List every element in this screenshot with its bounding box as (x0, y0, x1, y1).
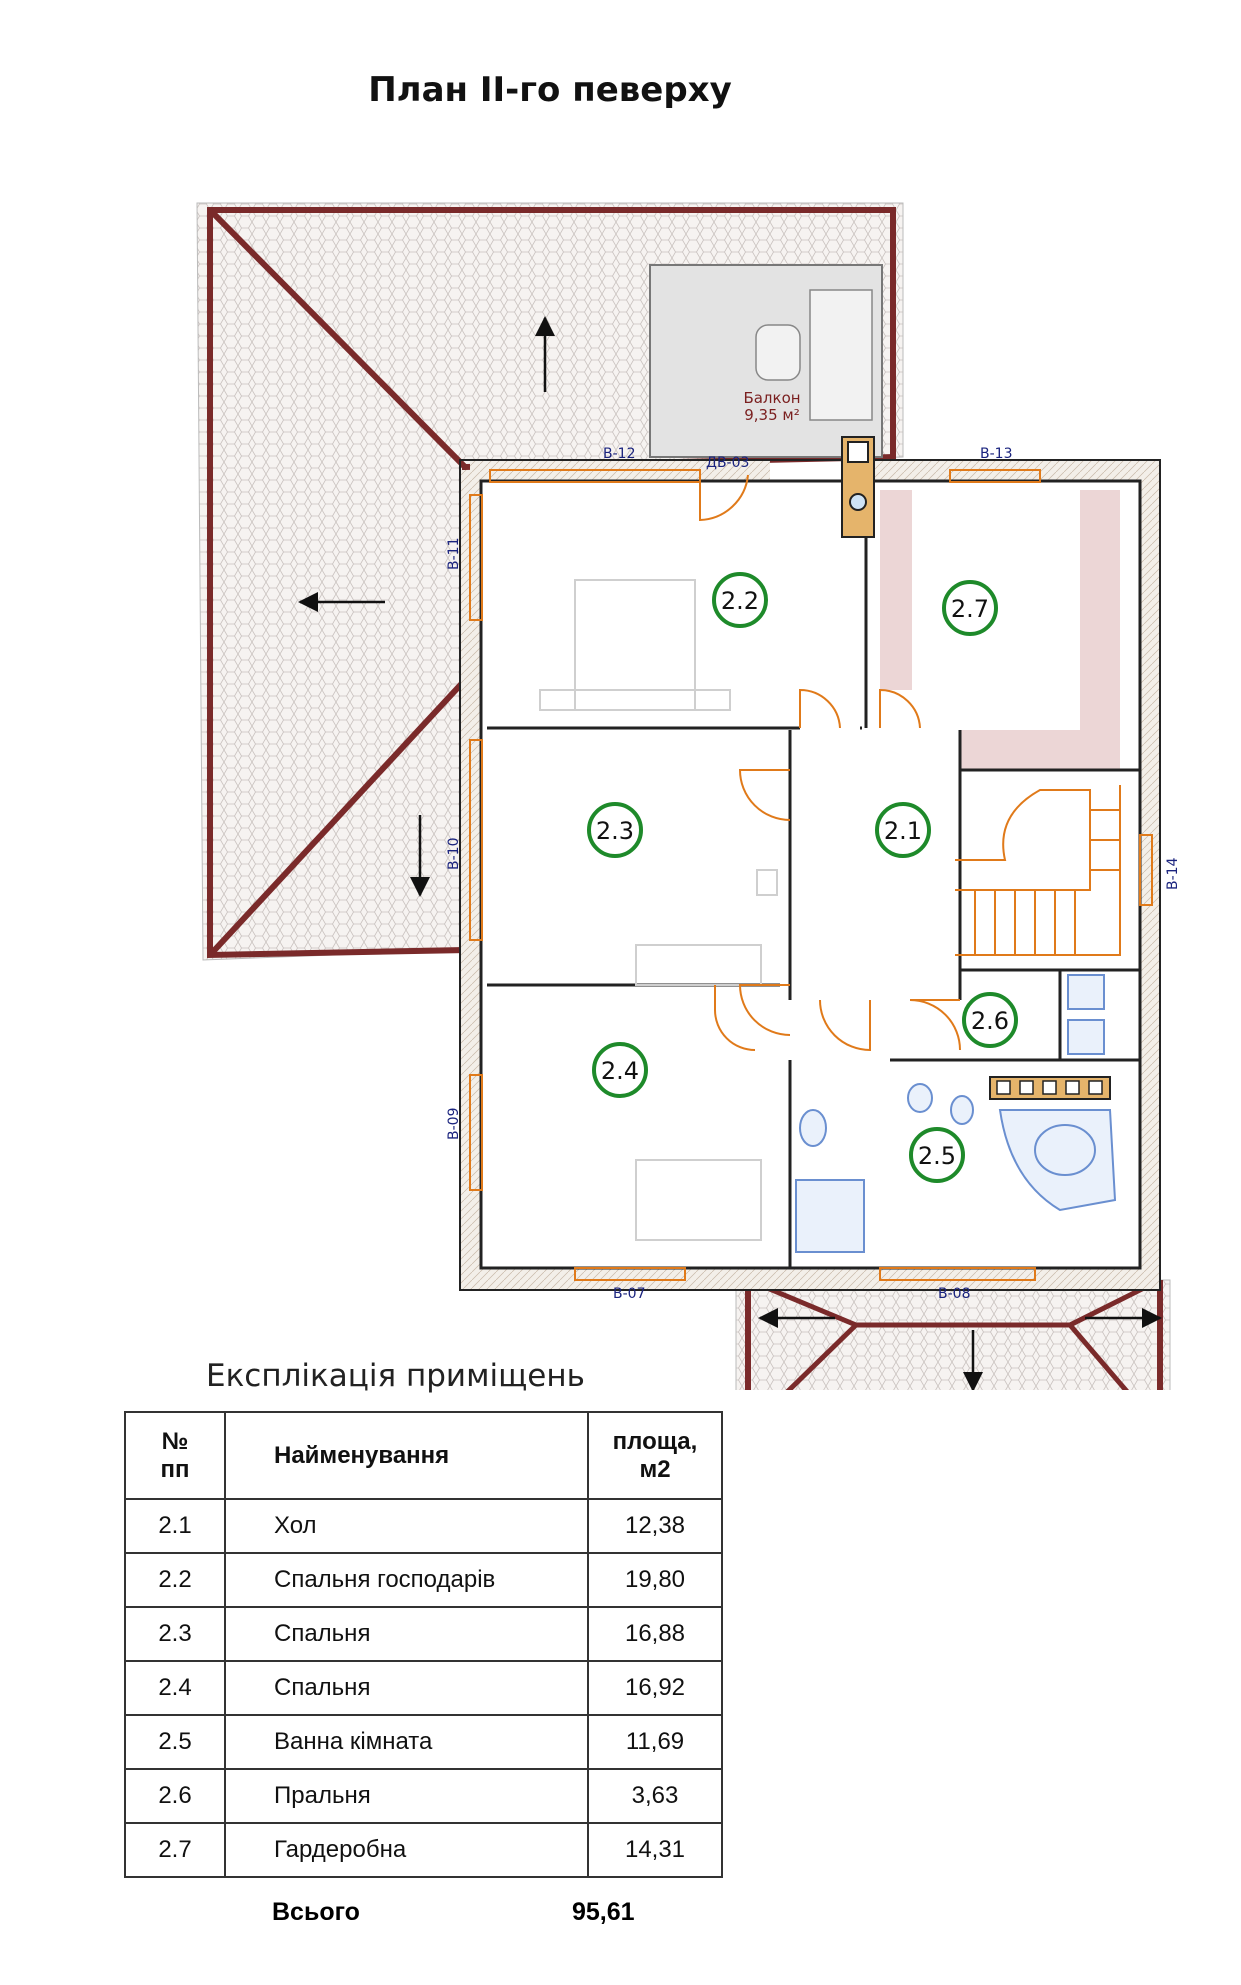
row-name: Гардеробна (225, 1823, 588, 1877)
row-name: Спальня (225, 1607, 588, 1661)
window-label-b11: B-11 (446, 537, 462, 570)
table-row (125, 1607, 722, 1661)
table-row (125, 1769, 722, 1823)
row-area: 12,38 (588, 1499, 722, 1553)
row-area: 19,80 (588, 1553, 722, 1607)
room-2-6-label: 2.6 (970, 1007, 1010, 1035)
balcony-label: Балкон (743, 389, 801, 407)
window-label-b14: B-14 (1165, 857, 1181, 890)
window-label-dv03: ДВ-03 (706, 455, 750, 471)
header-name: Найменування (225, 1412, 588, 1499)
room-2-4-label: 2.4 (600, 1057, 640, 1085)
row-num: 2.4 (125, 1661, 225, 1715)
table-row (125, 1553, 722, 1607)
row-area: 3,63 (588, 1769, 722, 1823)
room-2-5-label: 2.5 (917, 1142, 957, 1170)
window-label-b08: B-08 (938, 1286, 971, 1302)
explication-title: Експлікація приміщень (206, 1358, 585, 1394)
table-row (125, 1499, 722, 1553)
row-num: 2.5 (125, 1715, 225, 1769)
total-value: 95,61 (572, 1898, 635, 1926)
row-name: Хол (225, 1499, 588, 1553)
row-area: 16,92 (588, 1661, 722, 1715)
header-area: площа, м2 (588, 1412, 722, 1499)
window-label-b13: B-13 (980, 446, 1013, 462)
total-label: Всього (272, 1898, 360, 1926)
table-row (125, 1715, 722, 1769)
room-2-2-label: 2.2 (720, 587, 760, 615)
room-2-1-label: 2.1 (883, 817, 923, 845)
window-label-b07: B-07 (613, 1286, 646, 1302)
row-name: Пральня (225, 1769, 588, 1823)
room-2-3-label: 2.3 (595, 817, 635, 845)
balcony-area: 9,35 м² (744, 406, 800, 424)
row-num: 2.2 (125, 1553, 225, 1607)
room-2-7-label: 2.7 (950, 595, 990, 623)
explication-table (124, 1411, 723, 1878)
balcony (650, 265, 882, 457)
row-num: 2.3 (125, 1607, 225, 1661)
row-num: 2.7 (125, 1823, 225, 1877)
header-num: № пп (125, 1412, 225, 1499)
row-name: Спальня (225, 1661, 588, 1715)
row-name: Спальня господарів (225, 1553, 588, 1607)
page-title: План II-го певерху (368, 70, 732, 110)
row-name: Ванна кімната (225, 1715, 588, 1769)
row-num: 2.6 (125, 1769, 225, 1823)
row-num: 2.1 (125, 1499, 225, 1553)
row-area: 11,69 (588, 1715, 722, 1769)
window-label-b10: B-10 (446, 837, 462, 870)
row-area: 14,31 (588, 1823, 722, 1877)
window-label-b12: B-12 (603, 446, 636, 462)
window-label-b09: B-09 (446, 1107, 462, 1140)
table-row (125, 1823, 722, 1877)
table-row (125, 1661, 722, 1715)
row-area: 16,88 (588, 1607, 722, 1661)
table-header-row (125, 1412, 722, 1499)
